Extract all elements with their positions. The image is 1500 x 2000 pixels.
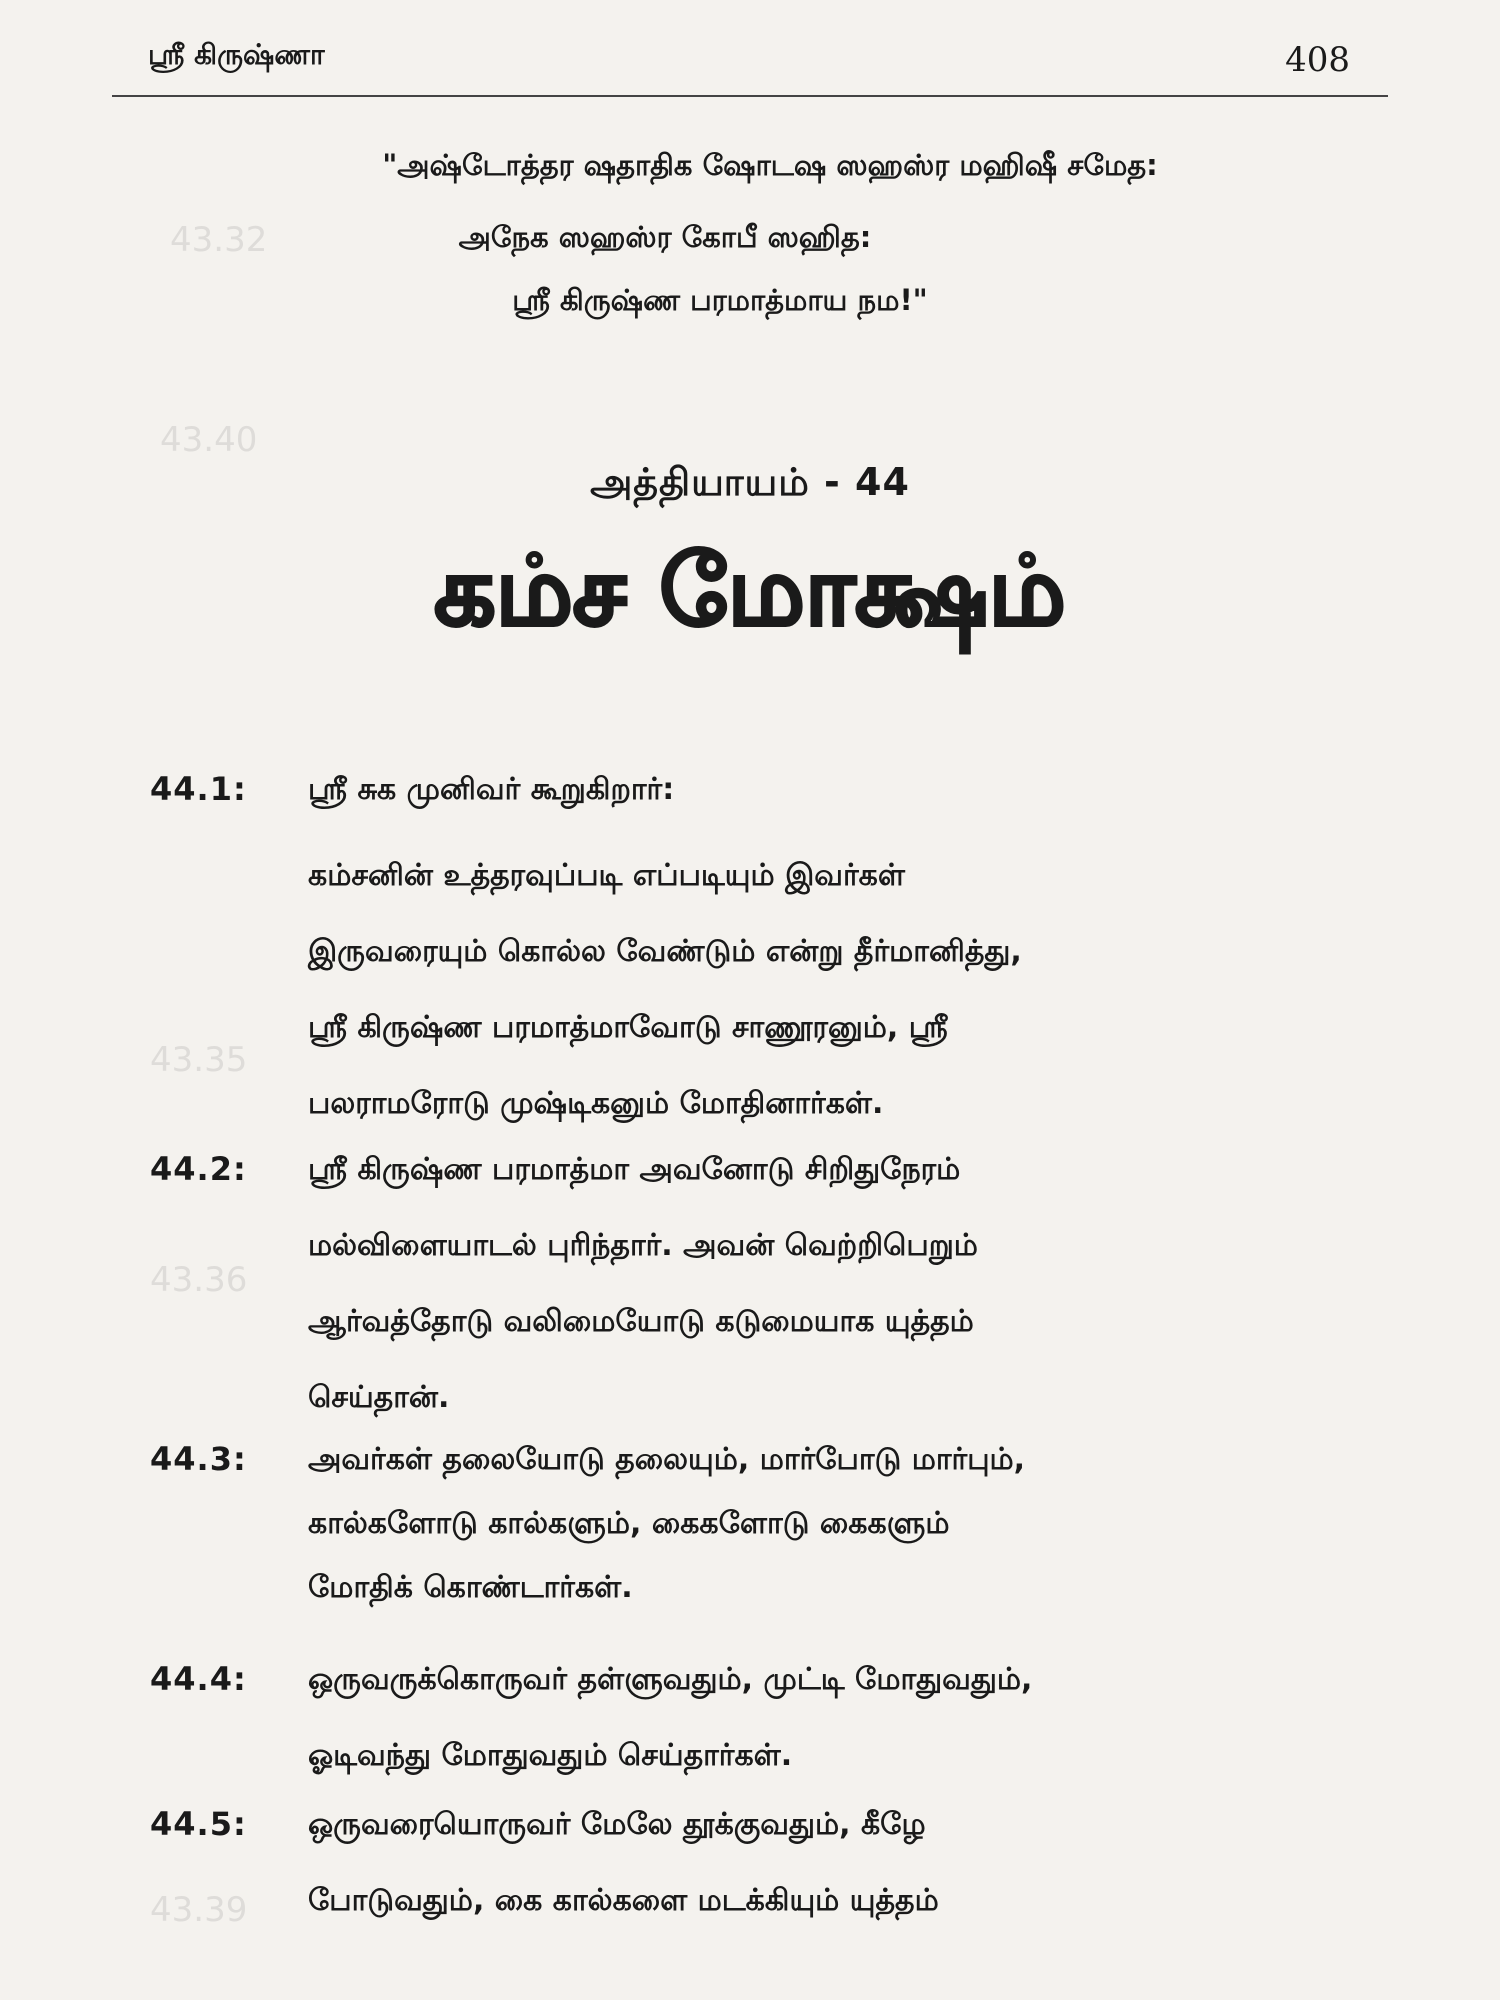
header-divider — [112, 95, 1388, 97]
bleed-through: 43.32 — [170, 220, 268, 260]
running-header-title: ஸ்ரீ கிருஷ்ணா — [148, 38, 325, 71]
verse-line: ஆர்வத்தோடு வலிமையோடு கடுமையாக யுத்தம் — [308, 1304, 974, 1339]
verse-number: 44.1: — [150, 770, 247, 808]
verse-line: ஸ்ரீ கிருஷ்ண பரமாத்மாவோடு சாணூரனும், ஸ்ரீ — [308, 1010, 948, 1045]
chapter-title: கம்ச மோக்ஷம் — [434, 535, 1066, 647]
verse-line: செய்தான். — [308, 1380, 450, 1415]
verse-speaker: ஸ்ரீ சுக முனிவர் கூறுகிறார்: — [308, 772, 675, 807]
verse-line: ஒருவருக்கொருவர் தள்ளுவதும், முட்டி மோதுவதும், — [308, 1662, 1033, 1697]
verse-number: 44.3: — [150, 1440, 247, 1478]
verse-44-3 — [150, 1440, 1330, 1644]
verse-line: மல்விளையாடல் புரிந்தார். அவன் வெற்றிபெறும் — [308, 1228, 978, 1263]
verse-line: அவர்கள் தலையோடு தலையும், மார்போடு மார்பும், — [308, 1442, 1026, 1477]
verse-number: 44.4: — [150, 1660, 247, 1698]
bleed-through: 43.39 — [150, 1890, 248, 1930]
verse-44-2 — [150, 1150, 1330, 1454]
chapter-label: அத்தியாயம் - 44 — [590, 460, 910, 504]
verse-number: 44.2: — [150, 1150, 247, 1188]
bleed-through: 43.40 — [160, 420, 258, 460]
mantra-line-1: "அஷ்டோத்தர ஷதாதிக ஷோடஷ ஸஹஸ்ர மஹிஷீ சமேத: — [382, 148, 1158, 182]
verse-line: போடுவதும், கை கால்களை மடக்கியும் யுத்தம் — [308, 1883, 939, 1918]
verse-line: ஸ்ரீ கிருஷ்ண பரமாத்மா அவனோடு சிறிதுநேரம் — [308, 1152, 961, 1187]
verse-number: 44.5: — [150, 1805, 247, 1843]
verse-line: மோதிக் கொண்டார்கள். — [308, 1570, 633, 1605]
bleed-through: 43.35 — [150, 1040, 248, 1080]
bleed-through: 43.36 — [150, 1260, 248, 1300]
page-number: 408 — [1285, 40, 1350, 80]
verse-line: ஓடிவந்து மோதுவதும் செய்தார்கள். — [308, 1738, 793, 1773]
mantra-line-2: அநேக ஸஹஸ்ர கோபீ ஸஹித: — [458, 220, 872, 254]
mantra-line-3: ஸ்ரீ கிருஷ்ண பரமாத்மாய நம!" — [512, 283, 928, 317]
verse-44-1 — [150, 770, 1330, 1160]
verse-line: பலராமரோடு முஷ்டிகனும் மோதினார்கள். — [308, 1086, 884, 1121]
verse-44-4 — [150, 1660, 1330, 1812]
verse-line: ஒருவரையொருவர் மேலே தூக்குவதும், கீழே — [308, 1807, 926, 1842]
verse-line: கம்சனின் உத்தரவுப்படி எப்படியும் இவர்கள் — [308, 858, 905, 893]
verse-line: இருவரையும் கொல்ல வேண்டும் என்று தீர்மானித்து, — [308, 934, 1022, 969]
verse-line: கால்களோடு கால்களும், கைகளோடு கைகளும் — [308, 1506, 950, 1541]
verse-44-5 — [150, 1805, 1330, 1957]
